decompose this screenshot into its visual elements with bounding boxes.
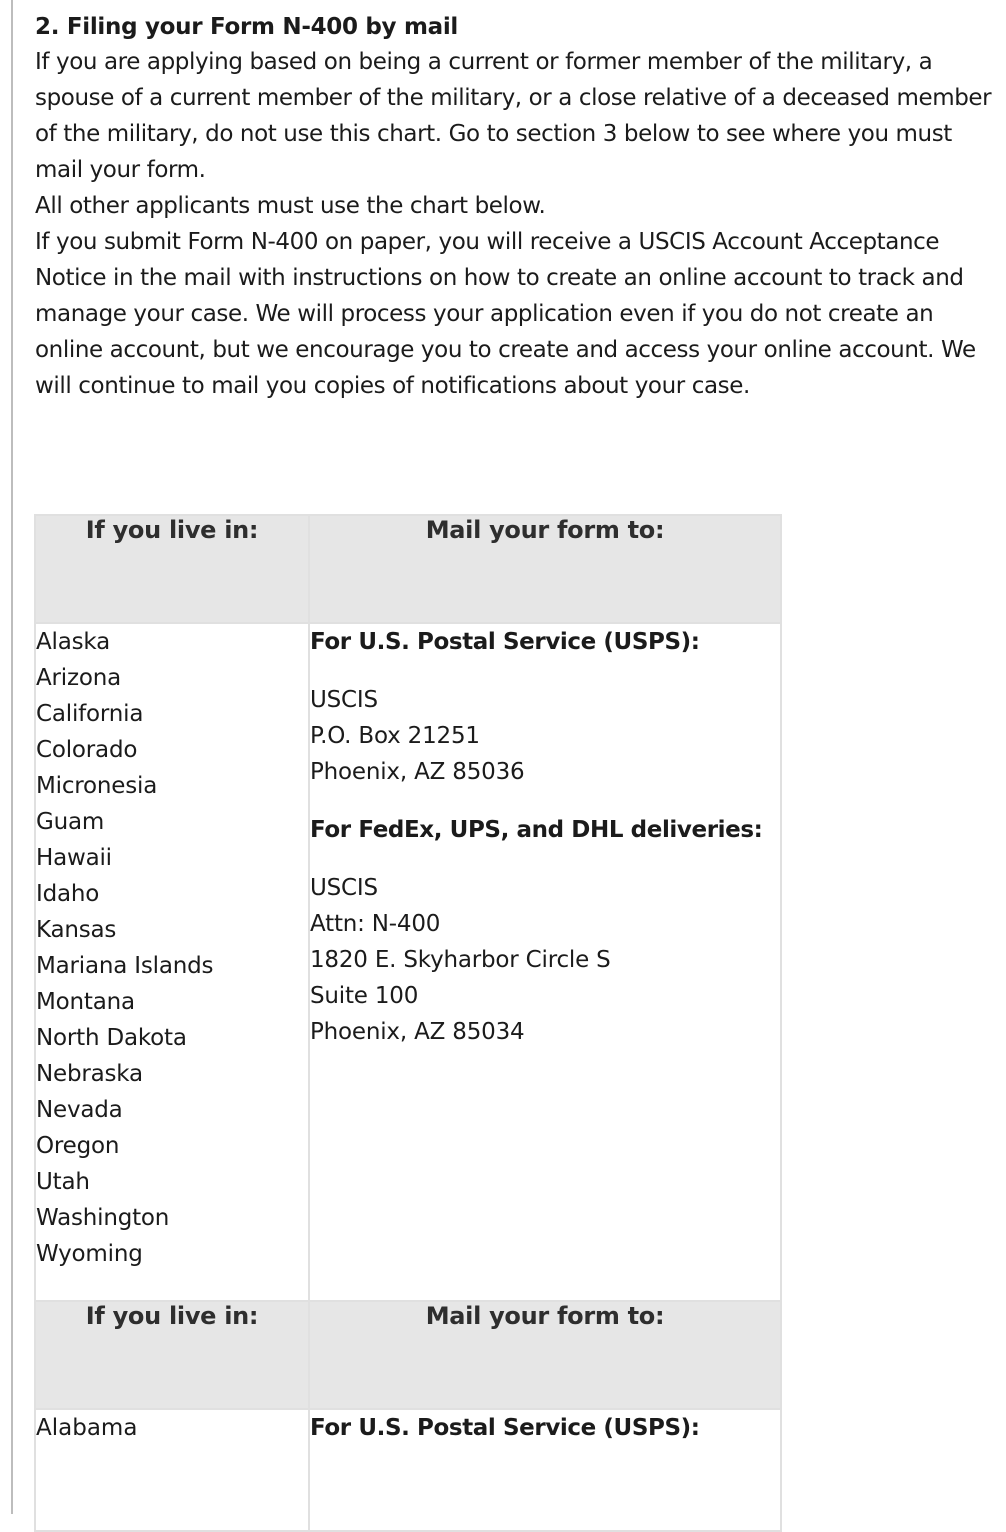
header-if-you-live-in: If you live in: — [35, 1301, 309, 1409]
state-name: California — [36, 701, 144, 727]
address-line: USCIS — [310, 687, 378, 713]
state-name: Wyoming — [36, 1241, 143, 1267]
section-title: 2. Filing your Form N-400 by mail — [35, 14, 459, 40]
courier-heading: For FedEx, UPS, and DHL deliveries: — [310, 817, 763, 843]
state-name: Oregon — [36, 1133, 120, 1159]
address-line: Phoenix, AZ 85034 — [310, 1019, 525, 1045]
state-name: Idaho — [36, 881, 100, 907]
mailing-address-table — [34, 514, 782, 1532]
state-name: Utah — [36, 1169, 90, 1195]
table-header-row — [35, 515, 781, 623]
usps-heading: For U.S. Postal Service (USPS): — [310, 1415, 700, 1441]
military-applicants-paragraph: If you are applying based on being a current or former member of the military, a spouse of a current member of the military, or a close relative of a deceased member of the military, do not use this chart. Go to section 3 below to see where you must mail your form. — [35, 49, 992, 183]
state-name: Micronesia — [36, 773, 158, 799]
header-mail-your-form-to: Mail your form to: — [309, 1301, 781, 1409]
state-name: Washington — [36, 1205, 170, 1231]
state-name: North Dakota — [36, 1025, 187, 1051]
state-name: Arizona — [36, 665, 121, 691]
address-cell — [309, 623, 781, 1301]
account-notice-paragraph: If you submit Form N-400 on paper, you will receive a USCIS Account Acceptance Notice in the mail with instructions on how to create an online account to track and manage your case. We will process your application even if you do not create an online account, but we encourage you to create and access your online account. We will continue to mail you copies of notifications about your case. — [35, 229, 976, 399]
state-name: Kansas — [36, 917, 117, 943]
table-row — [35, 1409, 781, 1531]
usps-address — [310, 682, 780, 790]
table-header-row — [35, 1301, 781, 1409]
state-name: Colorado — [36, 737, 138, 763]
header-if-you-live-in: If you live in: — [35, 515, 309, 623]
state-name: Montana — [36, 989, 135, 1015]
state-name: Nevada — [36, 1097, 123, 1123]
address-line: Phoenix, AZ 85036 — [310, 759, 525, 785]
address-line: 1820 E. Skyharbor Circle S — [310, 947, 611, 973]
header-mail-your-form-to: Mail your form to: — [309, 515, 781, 623]
table-row — [35, 623, 781, 1301]
state-name: Hawaii — [36, 845, 112, 871]
address-line: USCIS — [310, 875, 378, 901]
usps-heading: For U.S. Postal Service (USPS): — [310, 629, 700, 655]
address-cell — [309, 1409, 781, 1531]
state-name: Alaska — [36, 629, 111, 655]
courier-address — [310, 870, 780, 1050]
left-border-rule — [11, 0, 13, 1514]
address-line: P.O. Box 21251 — [310, 723, 480, 749]
state-name: Mariana Islands — [36, 953, 214, 979]
state-name: Guam — [36, 809, 105, 835]
address-line: Suite 100 — [310, 983, 419, 1009]
state-name: Nebraska — [36, 1061, 143, 1087]
address-line: Attn: N-400 — [310, 911, 441, 937]
states-cell — [35, 623, 309, 1301]
filing-by-mail-section — [35, 0, 995, 404]
states-cell — [35, 1409, 309, 1531]
state-name: Alabama — [36, 1415, 138, 1441]
other-applicants-paragraph: All other applicants must use the chart below. — [35, 193, 546, 219]
